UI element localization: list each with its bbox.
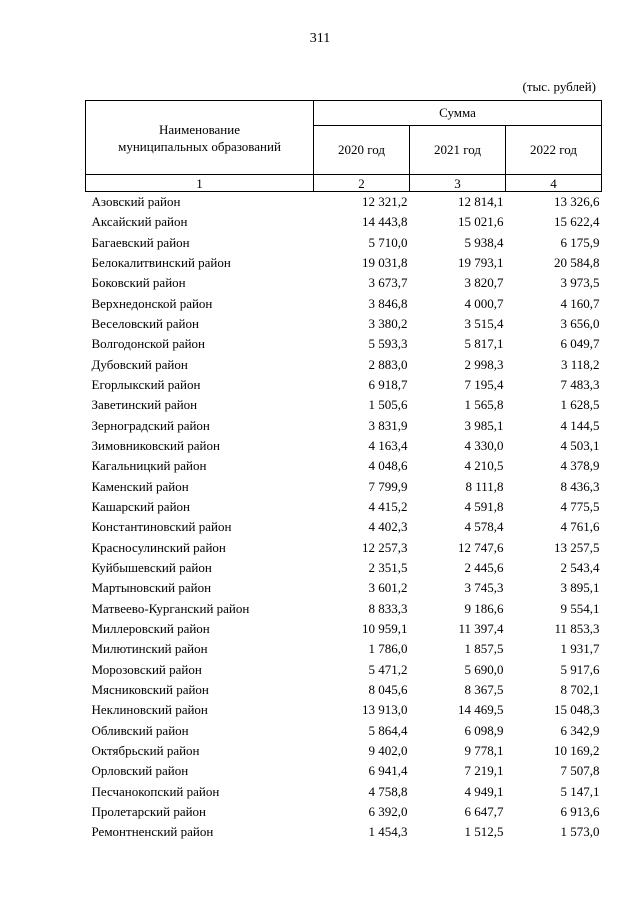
- value-2021: 4 000,7: [464, 295, 504, 311]
- value-2021: 8 111,8: [465, 478, 504, 494]
- table-row: [86, 456, 602, 476]
- table-row: [86, 700, 602, 720]
- municipality-name: Неклиновский район: [91, 702, 208, 718]
- table-row: [86, 721, 602, 741]
- municipality-name: Зимовниковский район: [91, 437, 220, 453]
- municipality-name: Октябрьский район: [91, 742, 200, 758]
- table-row: [86, 639, 602, 659]
- value-2022: 4 144,5: [560, 417, 600, 433]
- municipality-name: Красносулинский район: [91, 539, 226, 555]
- sum-column-header: Сумма: [314, 101, 602, 126]
- value-2021: 4 210,5: [464, 458, 504, 474]
- value-2021: 2 445,6: [464, 559, 504, 575]
- value-2022: 4 160,7: [560, 295, 600, 311]
- value-2020: 5 864,4: [368, 722, 408, 738]
- header-row-top: [86, 101, 602, 126]
- value-2021: 5 817,1: [464, 336, 504, 352]
- value-2022: 15 622,4: [554, 214, 600, 230]
- municipality-name: Азовский район: [91, 194, 181, 209]
- municipality-name: Аксайский район: [91, 214, 188, 230]
- table-row: [86, 538, 602, 558]
- value-2022: 1 628,5: [560, 397, 600, 413]
- value-2021: 4 578,4: [464, 519, 504, 535]
- year-header: 2021 год: [410, 126, 506, 175]
- value-2020: 4 163,4: [368, 437, 408, 453]
- table-row: [86, 355, 602, 375]
- municipality-name: Ремонтненский район: [91, 824, 214, 840]
- municipality-name: Константиновский район: [91, 519, 232, 535]
- municipality-name: Кашарский район: [91, 498, 190, 514]
- value-2020: 3 831,9: [368, 417, 408, 433]
- value-2021: 15 021,6: [458, 214, 504, 230]
- value-2022: 15 048,3: [554, 702, 600, 718]
- value-2020: 5 593,3: [368, 336, 408, 352]
- value-2022: 3 895,1: [560, 580, 600, 596]
- value-2021: 4 591,8: [464, 498, 504, 514]
- value-2022: 4 503,1: [560, 437, 600, 453]
- table-row: [86, 761, 602, 781]
- table-row: [86, 294, 602, 314]
- municipality-name: Зерноградский район: [91, 417, 210, 433]
- value-2021: 6 098,9: [464, 722, 504, 738]
- value-2021: 2 998,3: [464, 356, 504, 372]
- value-2022: 3 118,2: [561, 356, 600, 372]
- municipality-name: Орловский район: [91, 763, 189, 779]
- value-2020: 1 454,3: [368, 824, 408, 840]
- value-2020: 4 048,6: [368, 458, 408, 474]
- table-row: [86, 782, 602, 802]
- municipality-name: Дубовский район: [91, 356, 188, 372]
- municipality-name: Куйбышевский район: [91, 559, 212, 575]
- table-body: [86, 192, 602, 843]
- municipality-name: Милютинский район: [91, 641, 208, 657]
- value-2022: 6 049,7: [560, 336, 600, 352]
- name-header-line1: Наименование: [159, 121, 240, 137]
- table-row: [86, 395, 602, 415]
- value-2021: 9 778,1: [464, 742, 504, 758]
- table-row: [86, 578, 602, 598]
- value-2020: 3 673,7: [368, 275, 408, 291]
- value-2022: 3 656,0: [560, 315, 600, 331]
- value-2020: 3 601,2: [368, 580, 408, 596]
- value-2021: 12 814,1: [458, 194, 504, 209]
- municipality-name: Веселовский район: [91, 315, 199, 331]
- value-2021: 1 857,5: [464, 641, 504, 657]
- value-2022: 13 326,6: [554, 194, 600, 209]
- value-2022: 5 147,1: [560, 783, 600, 799]
- municipality-name: Заветинский район: [91, 397, 198, 413]
- value-2021: 12 747,6: [458, 539, 504, 555]
- page-number: 311: [309, 31, 331, 46]
- value-2020: 4 758,8: [368, 783, 408, 799]
- table-row: [86, 619, 602, 639]
- value-2021: 5 690,0: [464, 661, 504, 677]
- municipality-name: Мартыновский район: [91, 580, 212, 596]
- value-2022: 1 573,0: [560, 824, 600, 840]
- value-2022: 13 257,5: [554, 539, 600, 555]
- value-2020: 3 846,8: [368, 295, 408, 311]
- value-2022: 8 436,3: [560, 478, 600, 494]
- value-2022: 6 913,6: [560, 803, 600, 819]
- municipality-name: Морозовский район: [91, 661, 202, 677]
- value-2020: 4 415,2: [368, 498, 408, 514]
- municipality-name: Матвеево-Курганский район: [91, 600, 250, 616]
- value-2020: 2 883,0: [368, 356, 408, 372]
- municipality-name: Пролетарский район: [91, 803, 207, 819]
- value-2021: 3 985,1: [464, 417, 504, 433]
- value-2021: 7 195,4: [464, 376, 504, 392]
- column-number-row: [86, 175, 602, 192]
- value-2022: 4 378,9: [560, 458, 600, 474]
- column-number: 2: [314, 175, 410, 192]
- column-number: 1: [86, 175, 314, 192]
- value-2022: 6 342,9: [560, 722, 600, 738]
- value-2021: 6 647,7: [464, 803, 504, 819]
- value-2022: 20 584,8: [554, 254, 600, 270]
- table-row: [86, 802, 602, 822]
- value-2020: 5 471,2: [368, 661, 408, 677]
- value-2020: 4 402,3: [368, 519, 408, 535]
- value-2021: 1 512,5: [464, 824, 504, 840]
- value-2020: 6 941,4: [368, 763, 408, 779]
- table-row: [86, 192, 602, 213]
- value-2020: 12 257,3: [362, 539, 408, 555]
- value-2021: 3 515,4: [464, 315, 504, 331]
- value-2020: 10 959,1: [362, 620, 408, 636]
- table-row: [86, 558, 602, 578]
- year-header: 2020 год: [314, 126, 410, 175]
- year-header: 2022 год: [506, 126, 602, 175]
- value-2020: 1 505,6: [368, 397, 408, 413]
- table-row: [86, 416, 602, 436]
- value-2022: 2 543,4: [560, 559, 600, 575]
- value-2021: 1 565,8: [464, 397, 504, 413]
- table-row: [86, 517, 602, 537]
- value-2022: 4 775,5: [560, 498, 600, 514]
- value-2022: 5 917,6: [560, 661, 600, 677]
- table-row: [86, 477, 602, 497]
- value-2020: 7 799,9: [368, 478, 408, 494]
- value-2020: 3 380,2: [368, 315, 408, 331]
- value-2020: 6 392,0: [368, 803, 408, 819]
- value-2020: 6 918,7: [368, 376, 408, 392]
- municipality-name: Егорлыкский район: [91, 376, 201, 392]
- value-2020: 5 710,0: [368, 234, 408, 250]
- value-2022: 8 702,1: [560, 681, 600, 697]
- value-2021: 9 186,6: [464, 600, 504, 616]
- municipality-name: Волгодонской район: [91, 336, 206, 352]
- value-2022: 7 507,8: [560, 763, 600, 779]
- value-2020: 13 913,0: [362, 702, 408, 718]
- municipality-name: Мясниковский район: [91, 681, 209, 697]
- value-2022: 10 169,2: [554, 742, 600, 758]
- value-2021: 3 745,3: [464, 580, 504, 596]
- units-label: (тыс. рублей): [522, 79, 596, 94]
- value-2022: 1 931,7: [560, 641, 600, 657]
- column-number: 3: [410, 175, 506, 192]
- municipality-name: Кагальницкий район: [91, 458, 207, 474]
- table-row: [86, 334, 602, 354]
- municipality-name: Боковский район: [91, 275, 186, 291]
- value-2022: 9 554,1: [560, 600, 600, 616]
- table-row: [86, 497, 602, 517]
- value-2020: 8 833,3: [368, 600, 408, 616]
- value-2021: 4 949,1: [464, 783, 504, 799]
- municipality-name: Песчанокопский район: [91, 783, 220, 799]
- municipality-name: Обливский район: [91, 722, 189, 738]
- table-row: [86, 741, 602, 761]
- table-row: [86, 314, 602, 334]
- table-row: [86, 233, 602, 253]
- table-row: [86, 436, 602, 456]
- value-2021: 3 820,7: [464, 275, 504, 291]
- table-row: [86, 599, 602, 619]
- value-2022: 11 853,3: [554, 620, 600, 636]
- value-2020: 19 031,8: [362, 254, 408, 270]
- name-column-header: [86, 101, 314, 175]
- value-2020: 1 786,0: [368, 641, 408, 657]
- value-2020: 8 045,6: [368, 681, 408, 697]
- value-2020: 9 402,0: [368, 742, 408, 758]
- municipality-name: Верхнедонской район: [91, 295, 213, 311]
- value-2021: 4 330,0: [464, 437, 504, 453]
- table-row: [86, 212, 602, 232]
- value-2021: 5 938,4: [464, 234, 504, 250]
- budget-table: [85, 100, 602, 843]
- value-2021: 14 469,5: [458, 702, 504, 718]
- value-2022: 3 973,5: [560, 275, 600, 291]
- value-2020: 12 321,2: [362, 194, 408, 209]
- value-2022: 7 483,3: [560, 376, 600, 392]
- column-number: 4: [506, 175, 602, 192]
- municipality-name: Багаевский район: [91, 234, 190, 250]
- value-2021: 11 397,4: [458, 620, 504, 636]
- table-row: [86, 822, 602, 842]
- table-row: [86, 660, 602, 680]
- value-2021: 19 793,1: [458, 254, 504, 270]
- table-row: [86, 253, 602, 273]
- municipality-name: Каменский район: [91, 478, 189, 494]
- municipality-name: Миллеровский район: [91, 620, 210, 636]
- table-row: [86, 273, 602, 293]
- value-2021: 8 367,5: [464, 681, 504, 697]
- name-header-line2: муниципальных образований: [118, 138, 281, 154]
- municipality-name: Белокалитвинский район: [91, 254, 231, 270]
- value-2021: 7 219,1: [464, 763, 504, 779]
- table-row: [86, 375, 602, 395]
- value-2022: 6 175,9: [560, 234, 600, 250]
- value-2020: 14 443,8: [362, 214, 408, 230]
- value-2022: 4 761,6: [560, 519, 600, 535]
- value-2020: 2 351,5: [368, 559, 408, 575]
- table-row: [86, 680, 602, 700]
